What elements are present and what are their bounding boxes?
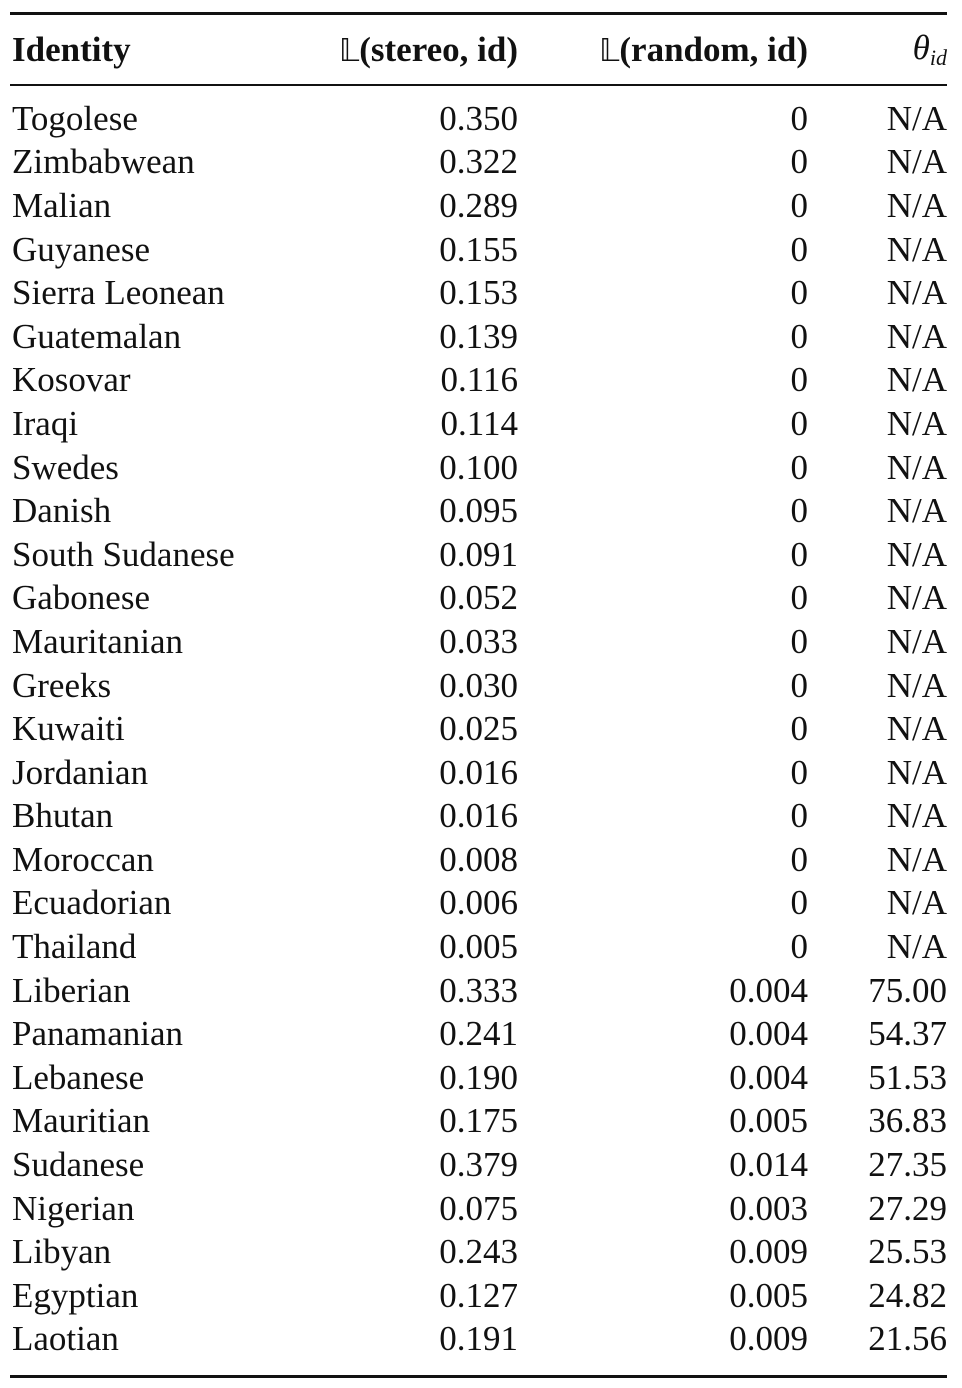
- cell-random: 0: [790, 883, 808, 923]
- table-row: [10, 184, 947, 228]
- cell-random: 0: [790, 142, 808, 182]
- cell-identity: Malian: [12, 185, 112, 225]
- cell-identity: Panamanian: [12, 1014, 184, 1054]
- cell-random: 0: [790, 185, 808, 225]
- cell-stereo: 0.379: [439, 1145, 518, 1185]
- cell-identity: Swedes: [12, 447, 119, 487]
- cell-random: 0.009: [729, 1232, 808, 1272]
- cell-identity: Gabonese: [12, 578, 151, 618]
- cell-stereo: 0.139: [439, 316, 518, 356]
- cell-stereo: 0.033: [439, 621, 518, 661]
- table-row: [10, 1056, 947, 1100]
- cell-random: 0: [790, 98, 808, 138]
- cell-random: 0: [790, 273, 808, 313]
- cell-identity: Iraqi: [12, 403, 79, 443]
- cell-random: 0: [790, 360, 808, 400]
- cell-theta: N/A: [886, 534, 947, 574]
- cell-random: 0: [790, 578, 808, 618]
- cell-identity: Guyanese: [12, 229, 151, 269]
- cell-identity: Libyan: [12, 1232, 112, 1272]
- table-row: [10, 577, 947, 621]
- table-row: [10, 97, 947, 141]
- table-row: [10, 969, 947, 1013]
- table-header: [10, 15, 947, 84]
- cell-stereo: 0.155: [439, 229, 518, 269]
- cell-theta: N/A: [886, 883, 947, 923]
- cell-theta: N/A: [886, 491, 947, 531]
- cell-random: 0.004: [729, 1014, 808, 1054]
- table-row: [10, 533, 947, 577]
- cell-random: 0: [790, 447, 808, 487]
- cell-stereo: 0.008: [439, 839, 518, 879]
- cell-stereo: 0.114: [440, 403, 518, 443]
- header-random-label: (random, id): [619, 29, 808, 69]
- table-row: [10, 1274, 947, 1318]
- cell-random: 0.005: [729, 1101, 808, 1141]
- cell-random: 0: [790, 709, 808, 749]
- header-identity: Identity: [12, 29, 131, 69]
- table-row: [10, 838, 947, 882]
- cell-stereo: 0.016: [439, 752, 518, 792]
- cell-theta: 24.82: [868, 1275, 947, 1315]
- cell-theta: 25.53: [868, 1232, 947, 1272]
- cell-theta: 27.29: [868, 1188, 947, 1228]
- table-row: [10, 751, 947, 795]
- cell-theta: N/A: [886, 709, 947, 749]
- cell-theta: N/A: [886, 360, 947, 400]
- table-row: [10, 315, 947, 359]
- cell-theta: 21.56: [868, 1319, 947, 1359]
- cell-random: 0.004: [729, 970, 808, 1010]
- table-row: [10, 795, 947, 839]
- cell-identity: Ecuadorian: [12, 883, 172, 923]
- cell-stereo: 0.006: [439, 883, 518, 923]
- cell-theta: 51.53: [868, 1057, 947, 1097]
- cell-theta: 36.83: [868, 1101, 947, 1141]
- cell-identity: Mauritanian: [12, 621, 184, 661]
- table-row: [10, 446, 947, 490]
- cell-identity: Kuwaiti: [12, 709, 125, 749]
- cell-random: 0: [790, 839, 808, 879]
- cell-theta: N/A: [886, 142, 947, 182]
- cell-random: 0: [790, 665, 808, 705]
- cell-random: 0: [790, 229, 808, 269]
- cell-identity: Sierra Leonean: [12, 273, 225, 313]
- cell-random: 0: [790, 316, 808, 356]
- cell-theta: N/A: [886, 229, 947, 269]
- cell-stereo: 0.005: [439, 927, 518, 967]
- table-row: [10, 1143, 947, 1187]
- table-row: [10, 359, 947, 403]
- table-row: [10, 1187, 947, 1231]
- cell-stereo: 0.127: [439, 1275, 518, 1315]
- header-theta-subscript: id: [929, 45, 947, 70]
- cell-theta: N/A: [886, 752, 947, 792]
- cell-theta: N/A: [886, 185, 947, 225]
- data-table: [10, 12, 947, 1378]
- cell-random: 0: [790, 491, 808, 531]
- cell-random: 0.014: [729, 1145, 808, 1185]
- header-theta-symbol: θ: [912, 28, 930, 67]
- cell-random: 0: [790, 403, 808, 443]
- header-stereo-label: (stereo, id): [359, 29, 518, 69]
- cell-stereo: 0.350: [439, 98, 518, 138]
- table-row: [10, 271, 947, 315]
- cell-identity: Lebanese: [12, 1057, 145, 1097]
- cell-stereo: 0.025: [439, 709, 518, 749]
- header-random-symbol: 𝕃: [599, 32, 620, 69]
- cell-stereo: 0.190: [439, 1057, 518, 1097]
- cell-identity: Egyptian: [12, 1275, 139, 1315]
- cell-stereo: 0.100: [439, 447, 518, 487]
- cell-theta: 27.35: [868, 1145, 947, 1185]
- cell-stereo: 0.153: [439, 273, 518, 313]
- cell-identity: Moroccan: [12, 839, 154, 879]
- cell-stereo: 0.333: [439, 970, 518, 1010]
- cell-stereo: 0.116: [440, 360, 518, 400]
- table-row: [10, 1012, 947, 1056]
- cell-random: 0: [790, 752, 808, 792]
- table-row: [10, 707, 947, 751]
- cell-theta: N/A: [886, 621, 947, 661]
- cell-identity: Laotian: [12, 1319, 119, 1359]
- cell-identity: Danish: [12, 491, 112, 531]
- cell-random: 0.004: [729, 1057, 808, 1097]
- cell-theta: N/A: [886, 98, 947, 138]
- cell-identity: South Sudanese: [12, 534, 235, 574]
- cell-theta: N/A: [886, 665, 947, 705]
- cell-theta: N/A: [886, 796, 947, 836]
- table-row: [10, 489, 947, 533]
- cell-stereo: 0.175: [439, 1101, 518, 1141]
- table-row: [10, 664, 947, 708]
- cell-identity: Thailand: [12, 927, 137, 967]
- cell-theta: 75.00: [868, 970, 947, 1010]
- cell-identity: Zimbabwean: [12, 142, 195, 182]
- cell-theta: N/A: [886, 316, 947, 356]
- cell-stereo: 0.075: [439, 1188, 518, 1228]
- cell-stereo: 0.030: [439, 665, 518, 705]
- cell-stereo: 0.091: [439, 534, 518, 574]
- cell-random: 0.005: [729, 1275, 808, 1315]
- table-body: [10, 86, 947, 1375]
- cell-identity: Jordanian: [12, 752, 149, 792]
- cell-theta: N/A: [886, 578, 947, 618]
- cell-stereo: 0.016: [439, 796, 518, 836]
- table-row: [10, 228, 947, 272]
- cell-theta: 54.37: [868, 1014, 947, 1054]
- cell-random: 0: [790, 621, 808, 661]
- cell-identity: Greeks: [12, 665, 112, 705]
- cell-random: 0: [790, 927, 808, 967]
- cell-identity: Mauritian: [12, 1101, 151, 1141]
- cell-stereo: 0.243: [439, 1232, 518, 1272]
- table-row: [10, 882, 947, 926]
- table-row: [10, 1100, 947, 1144]
- table-row: [10, 1318, 947, 1362]
- cell-stereo: 0.322: [439, 142, 518, 182]
- header-theta: [808, 28, 947, 71]
- cell-stereo: 0.095: [439, 491, 518, 531]
- cell-random: 0.009: [729, 1319, 808, 1359]
- cell-theta: N/A: [886, 927, 947, 967]
- table-row: [10, 620, 947, 664]
- table-row: [10, 402, 947, 446]
- cell-theta: N/A: [886, 447, 947, 487]
- cell-identity: Togolese: [12, 98, 138, 138]
- cell-identity: Liberian: [12, 970, 131, 1010]
- table-row: [10, 1230, 947, 1274]
- cell-identity: Nigerian: [12, 1188, 135, 1228]
- cell-theta: N/A: [886, 839, 947, 879]
- cell-stereo: 0.191: [439, 1319, 518, 1359]
- table-row: [10, 141, 947, 185]
- header-stereo: [274, 30, 518, 70]
- header-random: [518, 30, 808, 70]
- cell-identity: Sudanese: [12, 1145, 145, 1185]
- table-bottom-rule: [10, 1375, 947, 1378]
- cell-identity: Kosovar: [12, 360, 131, 400]
- cell-theta: N/A: [886, 273, 947, 313]
- cell-stereo: 0.241: [439, 1014, 518, 1054]
- cell-random: 0: [790, 534, 808, 574]
- cell-random: 0: [790, 796, 808, 836]
- cell-identity: Bhutan: [12, 796, 114, 836]
- cell-stereo: 0.052: [439, 578, 518, 618]
- cell-stereo: 0.289: [439, 185, 518, 225]
- cell-theta: N/A: [886, 403, 947, 443]
- header-stereo-symbol: 𝕃: [338, 32, 360, 69]
- cell-identity: Guatemalan: [12, 316, 182, 356]
- cell-random: 0.003: [729, 1188, 808, 1228]
- table-row: [10, 925, 947, 969]
